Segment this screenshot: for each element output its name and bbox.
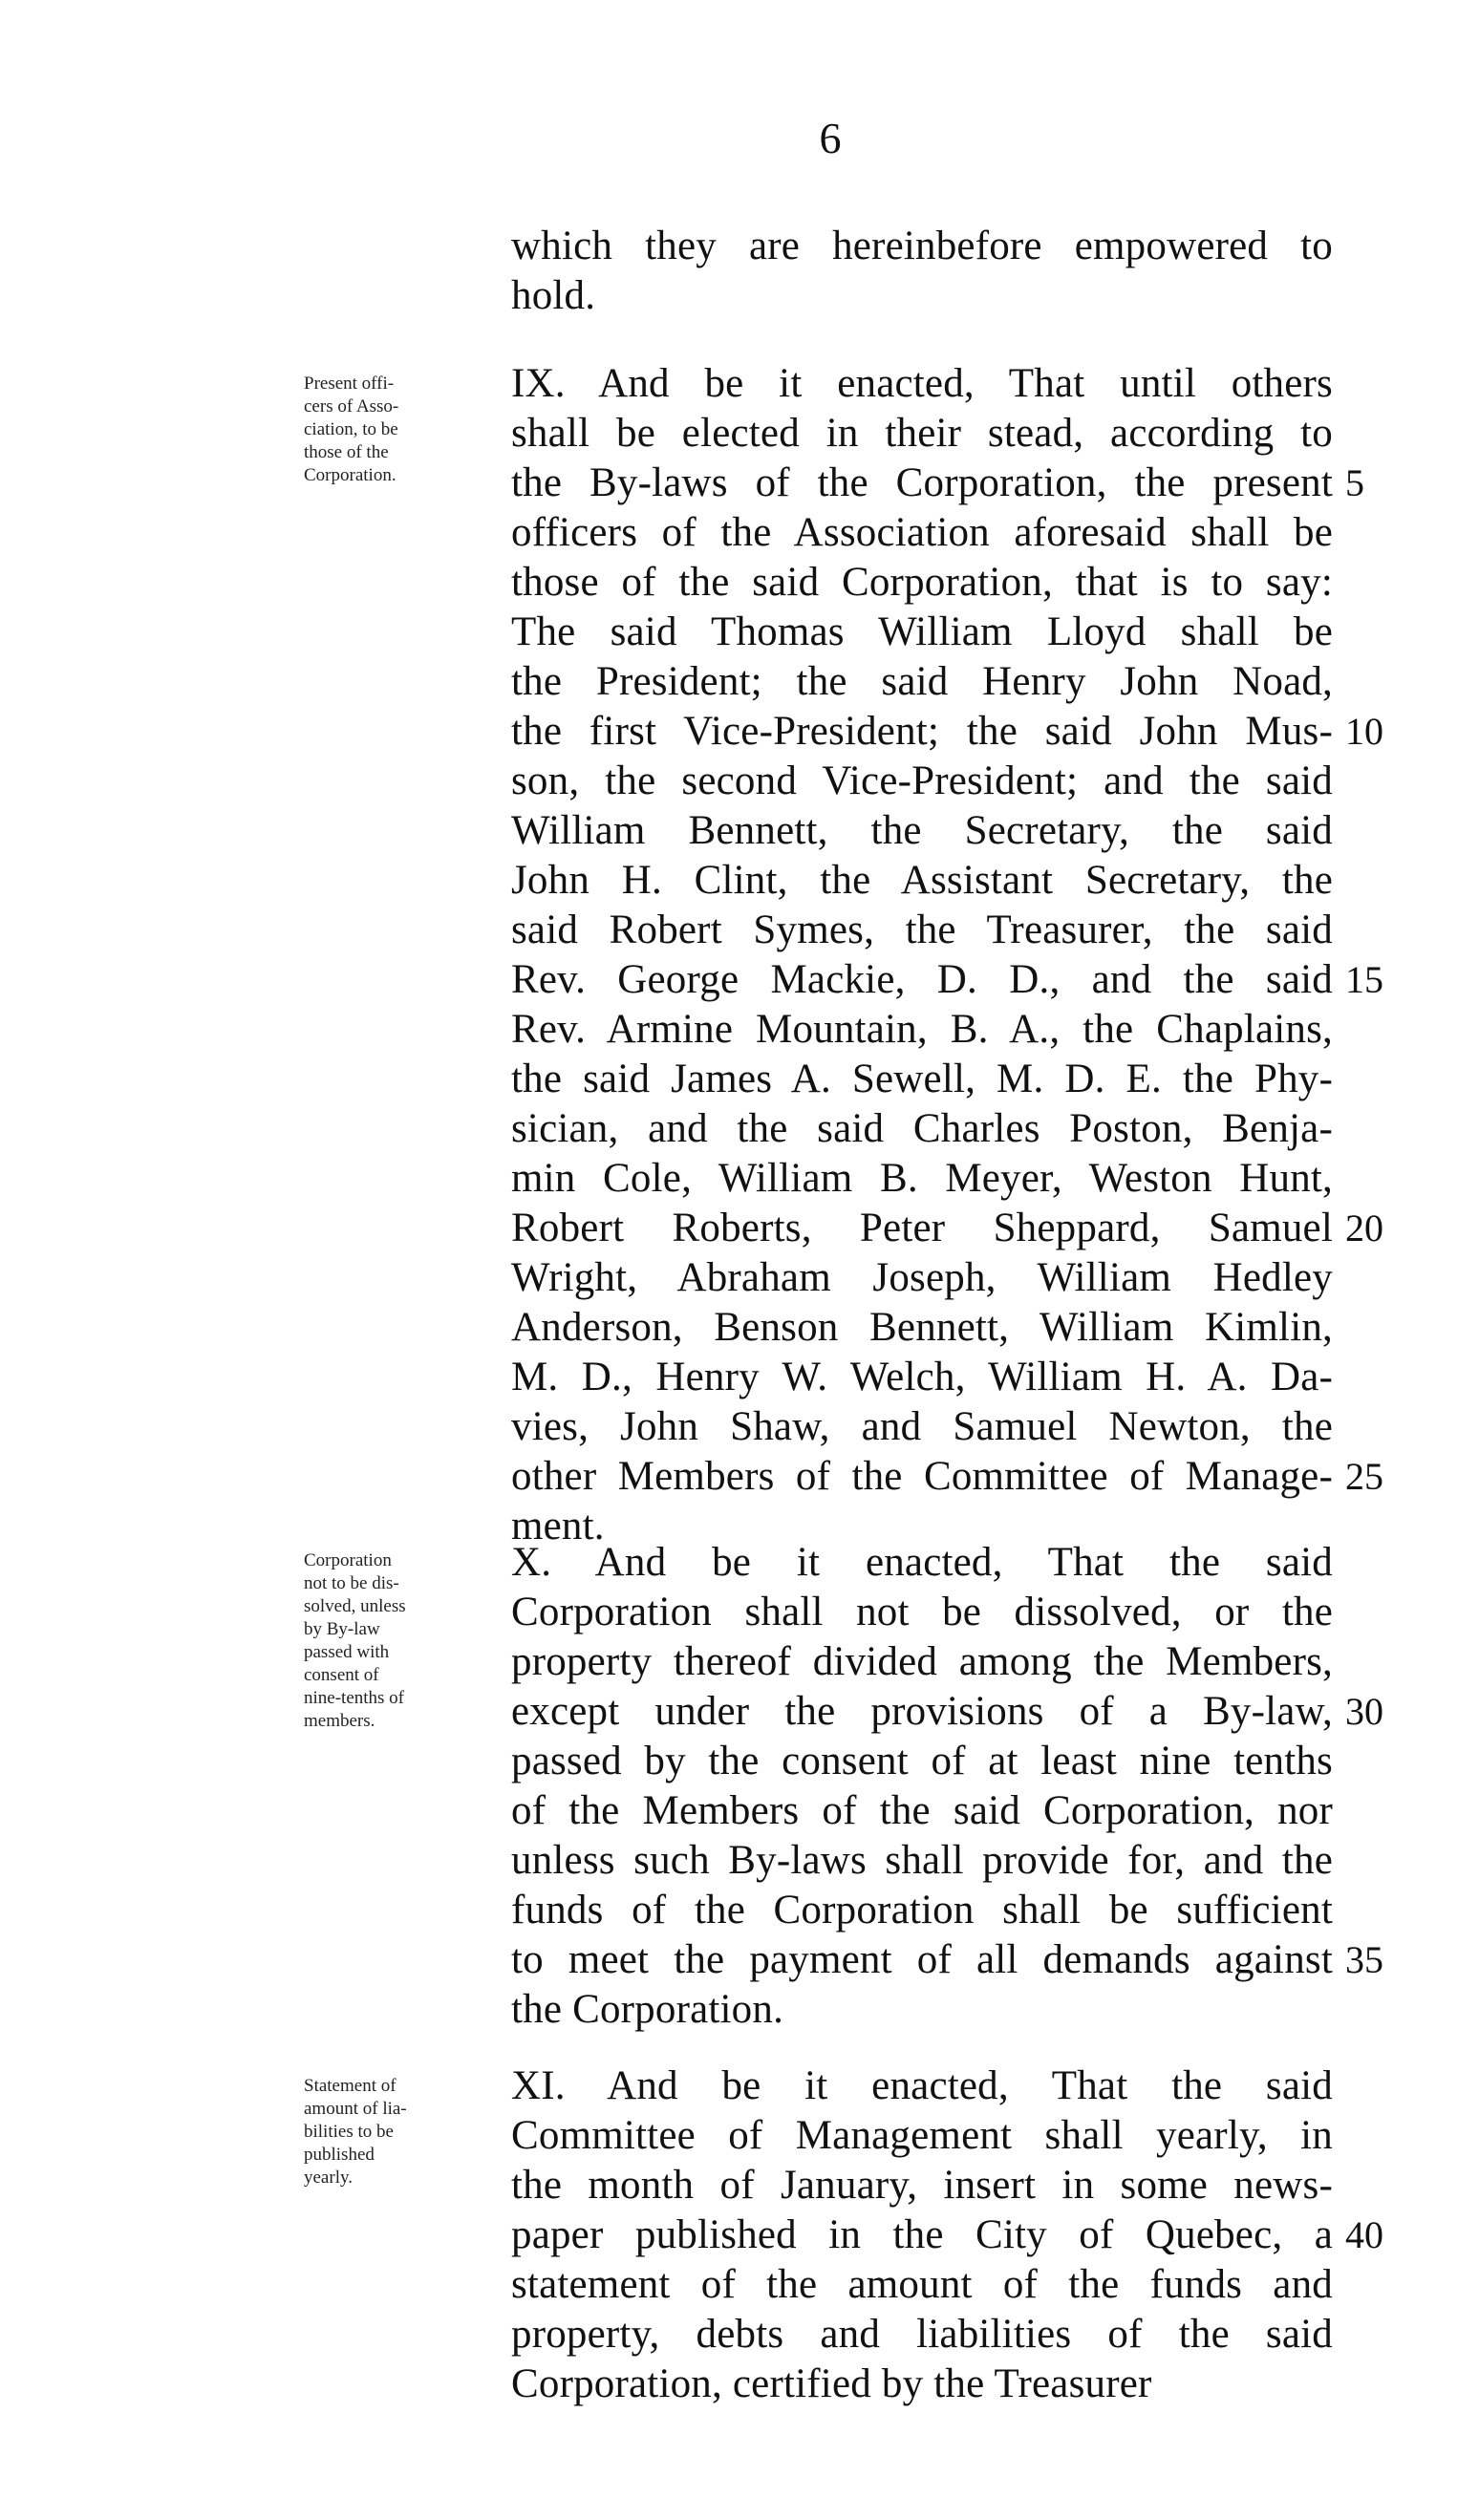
margin-note-line: Present offi- bbox=[304, 374, 395, 394]
text-line: Wright, Abraham Joseph, William Hedley bbox=[511, 1255, 1333, 1300]
text-line: the first Vice-President; the said John Mus- bbox=[511, 709, 1333, 754]
text-line: son, the second Vice-President; and the said bbox=[511, 758, 1333, 803]
margin-note-line: Corporation bbox=[304, 1550, 392, 1570]
text-line: funds of the Corporation shall be sufficient bbox=[511, 1888, 1333, 1933]
text-line: XI. And be it enacted, That the said bbox=[511, 2063, 1333, 2108]
margin-note-line: not to be dis- bbox=[304, 1573, 399, 1593]
margin-note-line: Corporation. bbox=[304, 465, 397, 485]
text-line: Robert Roberts, Peter Sheppard, Samuel bbox=[511, 1206, 1333, 1250]
text-line: said Robert Symes, the Treasurer, the said bbox=[511, 908, 1333, 952]
text-line: property, debts and liabilities of the said bbox=[511, 2312, 1333, 2357]
text-line: passed by the consent of at least nine tenths bbox=[511, 1739, 1333, 1783]
line-number: 10 bbox=[1345, 710, 1383, 753]
margin-note-line: those of the bbox=[304, 442, 389, 462]
text-line: Rev. Armine Mountain, B. A., the Chaplains, bbox=[511, 1007, 1333, 1052]
margin-note-line: bilities to be bbox=[304, 2122, 394, 2142]
text-line: other Members of the Committee of Manage- bbox=[511, 1454, 1333, 1499]
text-line: Corporation, certified by the Treasurer bbox=[511, 2361, 1152, 2406]
page-number: 6 bbox=[819, 114, 842, 162]
text-line: which they are hereinbefore empowered to bbox=[511, 224, 1333, 268]
text-line: the Corporation. bbox=[511, 1987, 784, 2032]
text-line: Committee of Management shall yearly, in bbox=[511, 2113, 1333, 2158]
text-line: statement of the amount of the funds and bbox=[511, 2262, 1333, 2307]
margin-note-line: by By-law bbox=[304, 1619, 380, 1639]
text-line: sician, and the said Charles Poston, Benja- bbox=[511, 1106, 1333, 1151]
text-line: the President; the said Henry John Noad, bbox=[511, 659, 1333, 704]
margin-note-line: solved, unless bbox=[304, 1596, 406, 1616]
margin-note-xi bbox=[304, 2075, 514, 2189]
text-line: officers of the Association aforesaid shall be bbox=[511, 510, 1333, 555]
margin-note-line: Statement of bbox=[304, 2076, 397, 2096]
text-line: Anderson, Benson Bennett, William Kimlin, bbox=[511, 1305, 1333, 1350]
text-line: M. D., Henry W. Welch, William H. A. Da- bbox=[511, 1355, 1333, 1399]
margin-note-line: passed with bbox=[304, 1642, 390, 1662]
margin-note-line: nine-tenths of bbox=[304, 1688, 405, 1708]
line-number: 20 bbox=[1345, 1207, 1383, 1249]
margin-note-line: members. bbox=[304, 1711, 375, 1731]
margin-note-x bbox=[304, 1549, 514, 1733]
text-line: X. And be it enacted, That the said bbox=[511, 1540, 1333, 1585]
text-line: except under the provisions of a By-law, bbox=[511, 1689, 1333, 1734]
margin-note-line: amount of lia- bbox=[304, 2099, 407, 2119]
line-number: 5 bbox=[1345, 461, 1364, 504]
text-line: hold. bbox=[511, 273, 596, 318]
text-line: shall be elected in their stead, according to bbox=[511, 411, 1333, 456]
text-line: William Bennett, the Secretary, the said bbox=[511, 808, 1333, 853]
text-line: The said Thomas William Lloyd shall be bbox=[511, 609, 1333, 654]
text-line: ment. bbox=[511, 1504, 605, 1548]
text-line: min Cole, William B. Meyer, Weston Hunt, bbox=[511, 1156, 1333, 1201]
text-line: of the Members of the said Corporation, nor bbox=[511, 1788, 1333, 1833]
line-number: 40 bbox=[1345, 2213, 1383, 2256]
text-line: Rev. George Mackie, D. D., and the said bbox=[511, 957, 1333, 1002]
text-line: unless such By-laws shall provide for, and the bbox=[511, 1838, 1333, 1883]
text-line: John H. Clint, the Assistant Secretary, the bbox=[511, 858, 1333, 903]
text-line: property thereof divided among the Members, bbox=[511, 1639, 1333, 1684]
text-line: IX. And be it enacted, That until others bbox=[511, 361, 1333, 406]
text-line: the By-laws of the Corporation, the present bbox=[511, 460, 1333, 505]
margin-note-line: cers of Asso- bbox=[304, 396, 399, 416]
line-number: 30 bbox=[1345, 1690, 1383, 1733]
margin-note-line: published bbox=[304, 2145, 375, 2165]
text-line: those of the said Corporation, that is to say: bbox=[511, 560, 1333, 605]
margin-note-ix bbox=[304, 373, 514, 487]
margin-note-line: consent of bbox=[304, 1665, 379, 1685]
line-number: 15 bbox=[1345, 958, 1383, 1001]
text-line: to meet the payment of all demands against bbox=[511, 1937, 1333, 1982]
text-line: the month of January, insert in some news- bbox=[511, 2163, 1333, 2208]
text-line: vies, John Shaw, and Samuel Newton, the bbox=[511, 1404, 1333, 1449]
margin-note-line: yearly. bbox=[304, 2168, 353, 2188]
line-number: 35 bbox=[1345, 1938, 1383, 1981]
text-line: Corporation shall not be dissolved, or the bbox=[511, 1590, 1333, 1634]
line-number: 25 bbox=[1345, 1455, 1383, 1498]
text-line: the said James A. Sewell, M. D. E. the Phy- bbox=[511, 1057, 1333, 1101]
text-line: paper published in the City of Quebec, a bbox=[511, 2212, 1333, 2257]
margin-note-line: ciation, to be bbox=[304, 419, 398, 439]
